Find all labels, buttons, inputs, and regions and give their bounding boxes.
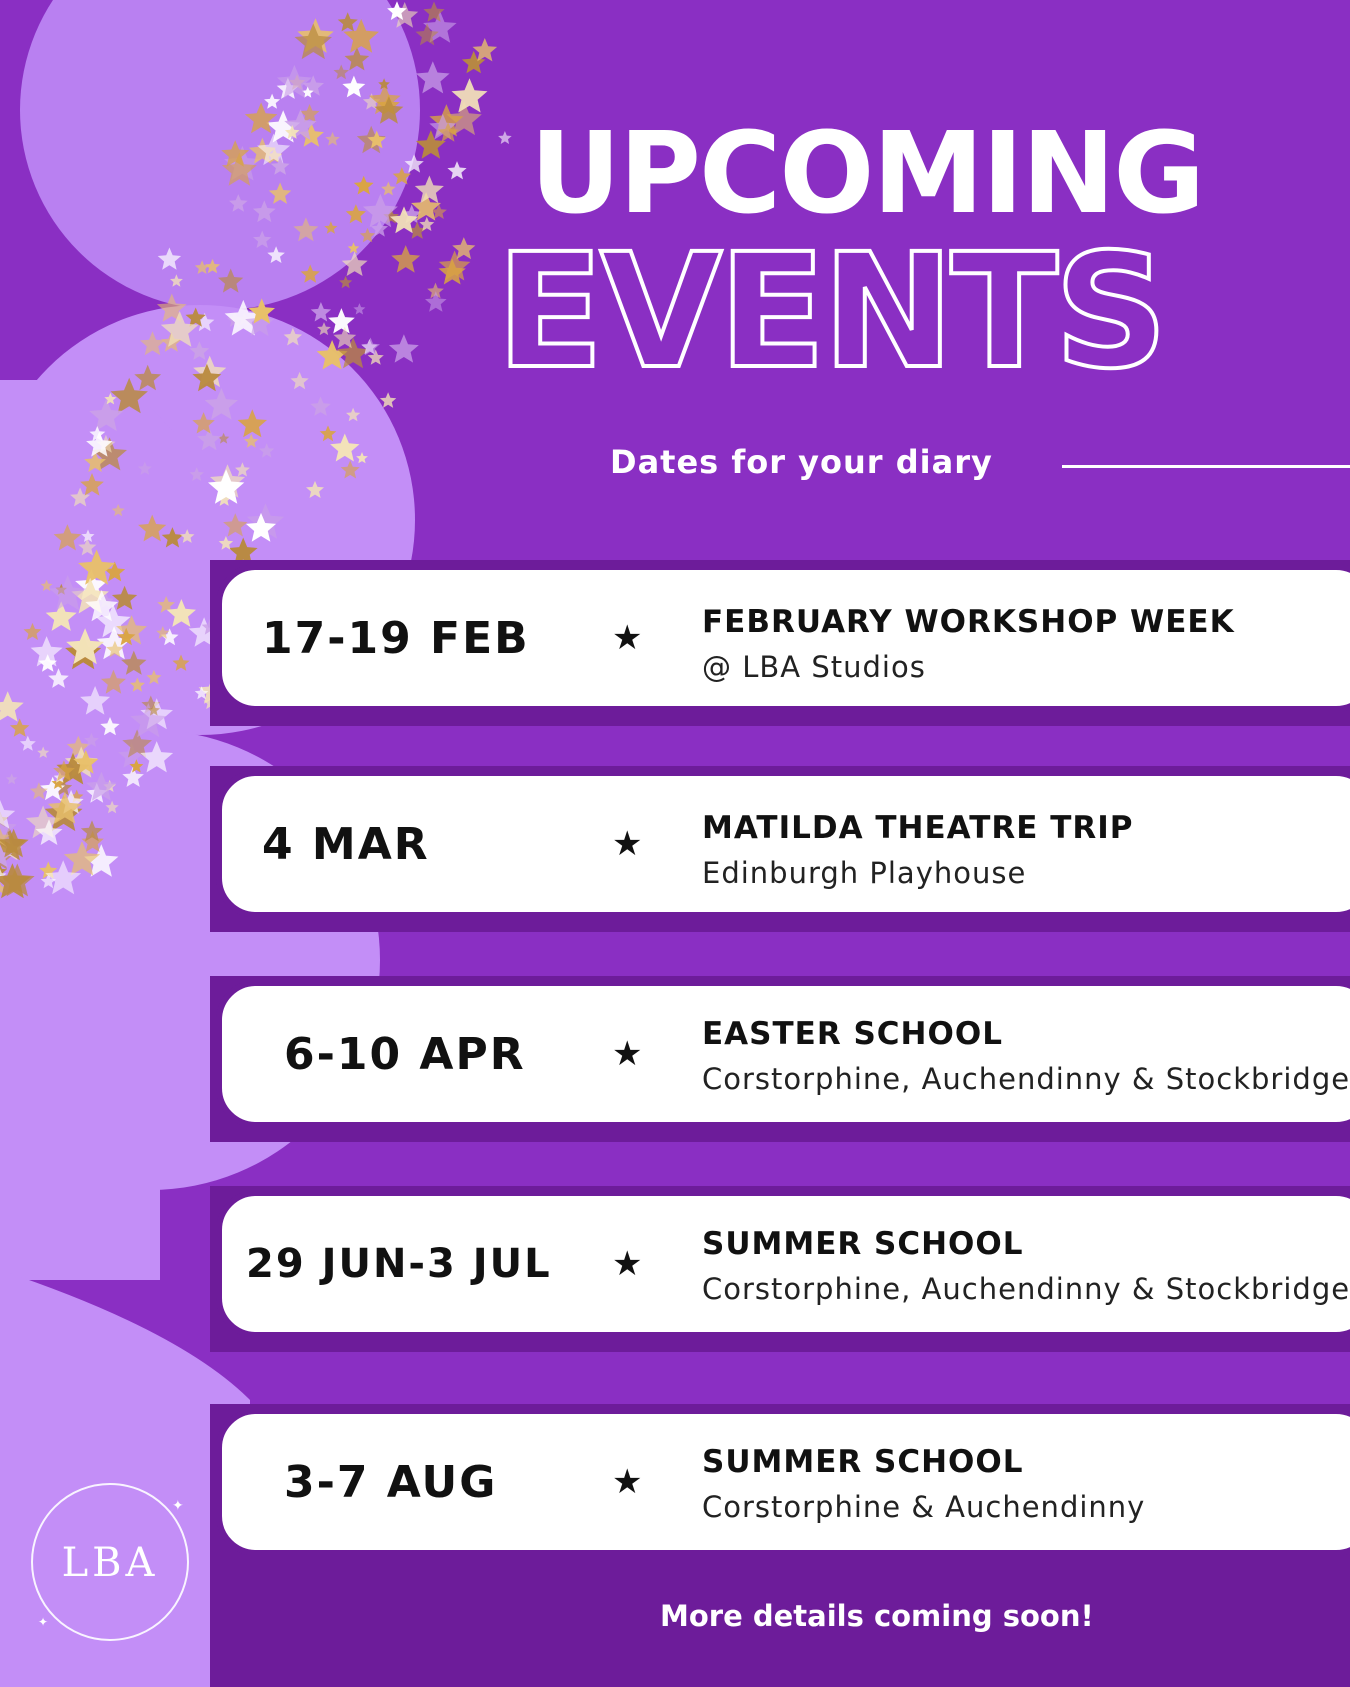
confetti-star-icon xyxy=(311,302,331,322)
confetti-star-icon xyxy=(380,392,396,408)
event-venue: Edinburgh Playhouse xyxy=(702,856,1027,890)
event-card-4 xyxy=(216,1190,1350,1338)
footer-note: More details coming soon! xyxy=(660,1599,1094,1633)
star-icon: ★ xyxy=(612,1462,643,1502)
confetti-star-icon xyxy=(389,334,419,362)
confetti-star-icon xyxy=(452,78,488,112)
event-name: MATILDA THEATRE TRIP xyxy=(702,810,1134,846)
confetti-star-icon xyxy=(328,308,355,333)
confetti-star-icon xyxy=(353,303,365,314)
event-name: SUMMER SCHOOL xyxy=(702,1444,1024,1480)
event-card-3 xyxy=(216,980,1350,1128)
confetti-star-icon xyxy=(425,291,447,312)
subtitle: Dates for your diary xyxy=(610,443,993,481)
event-card-5 xyxy=(216,1408,1350,1556)
event-date: 4 MAR xyxy=(262,818,430,870)
lba-logo xyxy=(24,1476,196,1648)
event-date: 6-10 APR xyxy=(284,1028,526,1080)
event-date: 3-7 AUG xyxy=(284,1456,498,1508)
event-name: FEBRUARY WORKSHOP WEEK xyxy=(702,604,1235,640)
confetti-star-icon xyxy=(416,61,450,93)
logo-star-icon: ✦ xyxy=(38,1615,49,1629)
star-icon: ★ xyxy=(612,1244,643,1284)
event-card-2 xyxy=(216,770,1350,918)
confetti-star-icon xyxy=(391,245,420,273)
logo-star-icon: ✦ xyxy=(172,1498,184,1514)
title-upcoming: UPCOMING xyxy=(530,109,1204,239)
star-icon: ★ xyxy=(612,1034,643,1074)
title-events-text: EVENTS xyxy=(496,228,1164,388)
title-events-outline xyxy=(496,228,1296,388)
confetti-star-icon xyxy=(339,276,352,289)
event-venue: Corstorphine, Auchendinny & Stockbridge xyxy=(702,1272,1350,1306)
event-name: EASTER SCHOOL xyxy=(702,1016,1003,1052)
event-date: 17-19 FEB xyxy=(262,612,530,664)
star-icon: ★ xyxy=(612,618,643,658)
subtitle-rule xyxy=(1062,465,1350,468)
event-card-1 xyxy=(216,564,1350,712)
event-venue: Corstorphine, Auchendinny & Stockbridge xyxy=(702,1062,1350,1096)
event-name: SUMMER SCHOOL xyxy=(702,1226,1024,1262)
confetti-star-icon xyxy=(317,322,331,335)
event-venue: Corstorphine & Auchendinny xyxy=(702,1490,1146,1524)
event-date: 29 JUN-3 JUL xyxy=(246,1241,552,1287)
star-icon: ★ xyxy=(612,824,643,864)
logo-text: LBA xyxy=(61,1540,159,1586)
event-venue: @ LBA Studios xyxy=(702,650,926,684)
